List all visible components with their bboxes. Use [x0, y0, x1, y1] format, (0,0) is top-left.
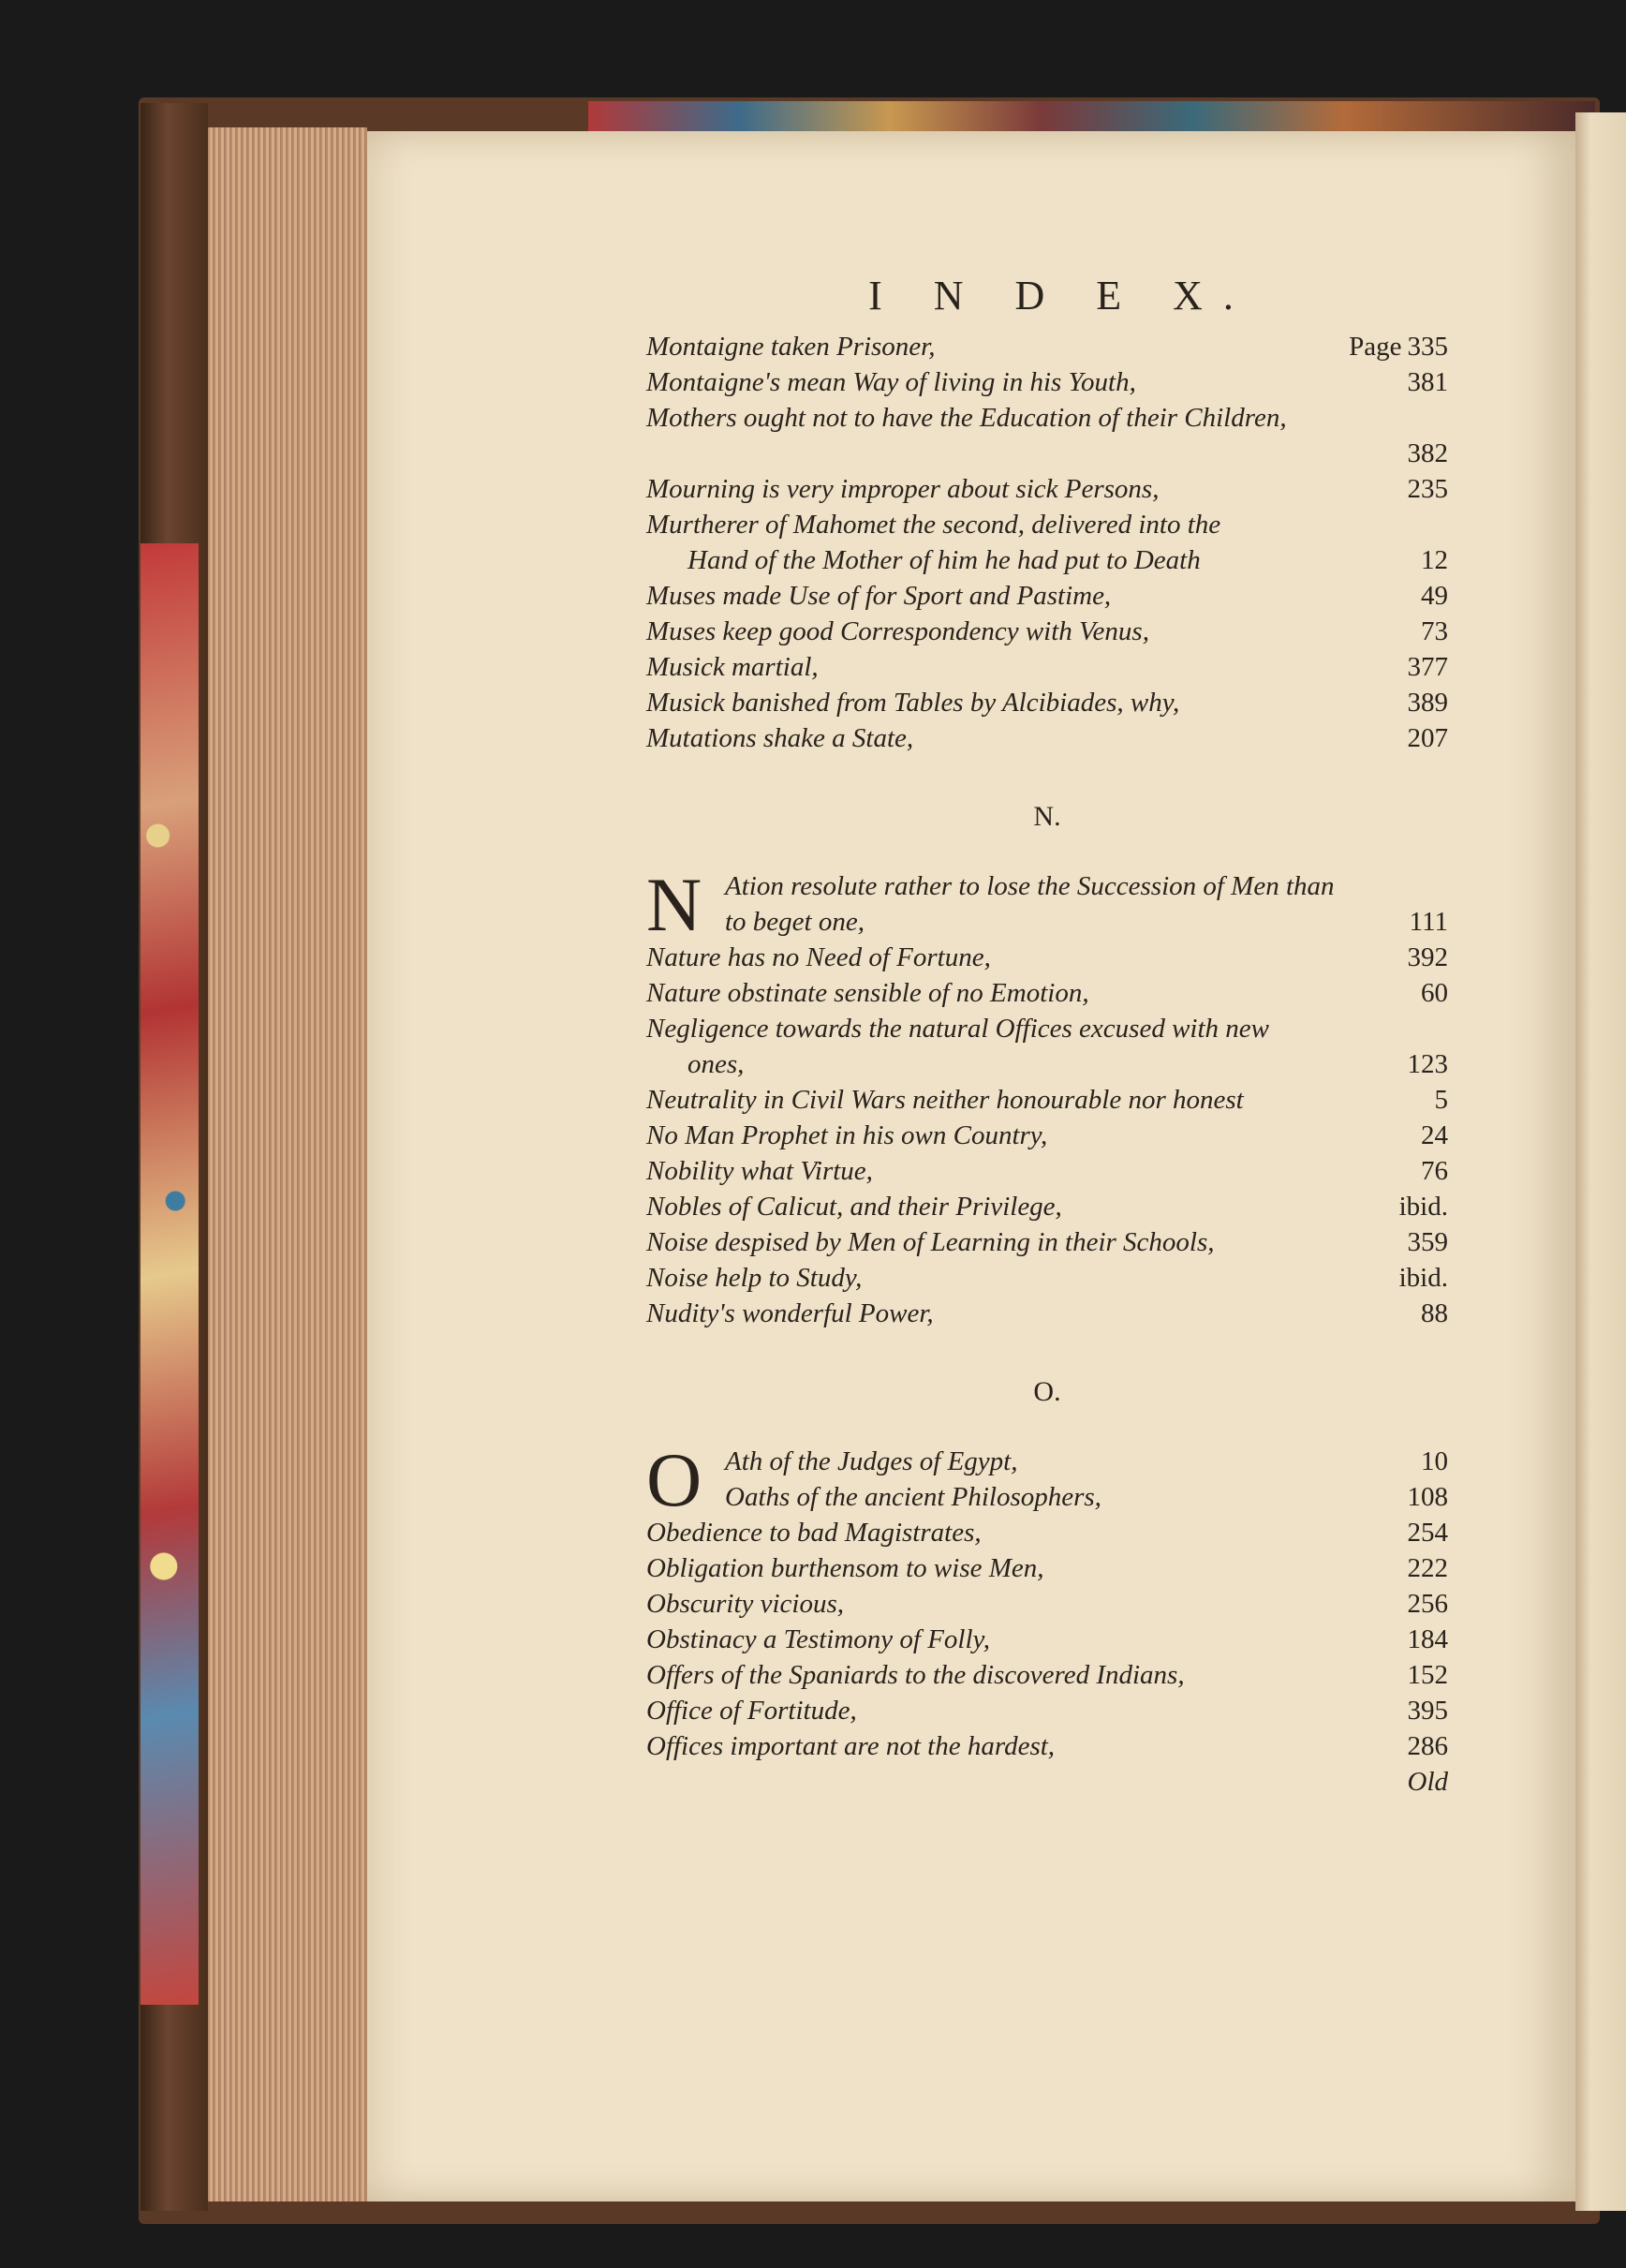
index-text-block [646, 272, 1448, 1800]
index-entry [646, 1444, 1448, 1479]
facing-page-edge [1575, 112, 1626, 2211]
section-o-entries [646, 1437, 1448, 1764]
index-entry [646, 507, 1448, 542]
index-entry [646, 578, 1448, 614]
page-number: 256 [1407, 1589, 1448, 1619]
page-number: 73 [1421, 616, 1448, 646]
entry-text: No Man Prophet in his own Country, [646, 1120, 1048, 1150]
entry-text: Nobles of Calicut, and their Privilege, [646, 1192, 1062, 1222]
section-heading-o: O. [1033, 1376, 1061, 1407]
entry-text: Nature has no Need of Fortune, [646, 942, 991, 972]
page-number: 392 [1407, 942, 1448, 972]
page-number: ibid. [1398, 1263, 1448, 1293]
index-entry [646, 1224, 1448, 1260]
page-number: 286 [1407, 1731, 1448, 1761]
entry-text: Offices important are not the hardest, [646, 1731, 1056, 1761]
page-number: 108 [1407, 1482, 1448, 1512]
entry-text: Mutations shake a State, [646, 723, 914, 753]
index-entry [646, 1622, 1448, 1657]
entry-text: Oaths of the ancient Philosophers, [725, 1482, 1101, 1512]
page-number: ibid. [1398, 1192, 1448, 1222]
index-entry [646, 1011, 1448, 1046]
index-entry [646, 1082, 1448, 1118]
page-number: 359 [1407, 1227, 1448, 1257]
entry-text: to beget one, [725, 907, 865, 937]
entry-text: Hand of the Mother of him he had put to Death [687, 545, 1201, 575]
page-number: 389 [1407, 688, 1448, 718]
index-entry [646, 868, 1448, 904]
index-entry [646, 1153, 1448, 1189]
drop-cap-n: N [646, 862, 702, 947]
entry-text: Murtherer of Mahomet the second, delivered into the [646, 510, 1221, 540]
index-entry [646, 1260, 1448, 1296]
entry-text: Neutrality in Civil Wars neither honourable nor honest [646, 1085, 1244, 1115]
index-entry [646, 364, 1448, 400]
page-number: 207 [1407, 723, 1448, 753]
page-number: 12 [1421, 545, 1448, 575]
index-entry [646, 720, 1448, 756]
entry-text: Noise despised by Men of Learning in their Schools, [646, 1227, 1215, 1257]
page-number: 88 [1421, 1298, 1448, 1328]
index-entry-continuation [646, 542, 1448, 578]
page-number: 10 [1421, 1446, 1448, 1476]
page-number: 335 [1407, 332, 1448, 362]
page-number: 184 [1407, 1624, 1448, 1654]
entry-text: Muses keep good Correspondency with Venus, [646, 616, 1149, 646]
index-entry [646, 1586, 1448, 1622]
marbled-endpaper [140, 543, 199, 2005]
page-number: 5 [1434, 1085, 1448, 1115]
index-entry [646, 649, 1448, 685]
entry-text: Montaigne taken Prisoner, [646, 332, 936, 362]
page-number: 123 [1407, 1049, 1448, 1079]
entry-text: Muses made Use of for Sport and Pastime, [646, 581, 1112, 611]
page-number: 382 [1407, 438, 1448, 468]
page-edges [208, 127, 367, 2201]
entry-text: Mourning is very improper about sick Persons, [646, 474, 1160, 504]
entry-text: Nudity's wonderful Power, [646, 1298, 934, 1328]
index-entry [646, 329, 1448, 364]
index-entry [646, 400, 1448, 436]
entry-text: Ath of the Judges of Egypt, [725, 1446, 1018, 1476]
entry-text: Obedience to bad Magistrates, [646, 1518, 982, 1548]
index-entry-continuation [646, 904, 1448, 940]
index-entry [646, 471, 1448, 507]
entry-text: Office of Fortitude, [646, 1696, 857, 1726]
entry-text: Musick martial, [646, 652, 819, 682]
index-entry [646, 1515, 1448, 1550]
section-heading-n: N. [1033, 801, 1061, 832]
page-number: 152 [1407, 1660, 1448, 1690]
entry-text: Obstinacy a Testimony of Folly, [646, 1624, 991, 1654]
index-entry [646, 1189, 1448, 1224]
page-number: 24 [1421, 1120, 1448, 1150]
index-entry [646, 1296, 1448, 1331]
entry-text: Ation resolute rather to lose the Succession of Men than [725, 871, 1335, 901]
index-entry [646, 1479, 1448, 1515]
entry-text: Nobility what Virtue, [646, 1156, 873, 1186]
page-number: 377 [1407, 652, 1448, 682]
page-number: 111 [1409, 907, 1448, 937]
index-entry [646, 614, 1448, 649]
page-label: Page [1349, 332, 1402, 362]
entry-text: Musick banished from Tables by Alcibiades, why, [646, 688, 1180, 718]
drop-cap-o: O [646, 1437, 702, 1522]
index-entry [646, 1728, 1448, 1764]
page-number: 381 [1407, 367, 1448, 397]
index-entry-continuation [646, 1046, 1448, 1082]
entry-page [1341, 329, 1448, 364]
entry-text: Offers of the Spaniards to the discovered Indians, [646, 1660, 1185, 1690]
index-entry [646, 940, 1448, 975]
page-number: 395 [1407, 1696, 1448, 1726]
entry-text: Nature obstinate sensible of no Emotion, [646, 978, 1089, 1008]
index-entry [646, 1693, 1448, 1728]
page-number: 60 [1421, 978, 1448, 1008]
page-number: 49 [1421, 581, 1448, 611]
entry-text: Montaigne's mean Way of living in his Youth, [646, 367, 1136, 397]
entry-text: Obscurity vicious, [646, 1589, 845, 1619]
entry-text: Noise help to Study, [646, 1263, 863, 1293]
page-number: 76 [1421, 1156, 1448, 1186]
index-entry [646, 1550, 1448, 1586]
index-entry [646, 1657, 1448, 1693]
index-entry [646, 975, 1448, 1011]
page-number: 222 [1407, 1553, 1448, 1583]
section-n-entries [646, 862, 1448, 1331]
entry-text: ones, [687, 1049, 745, 1079]
entry-text: Obligation burthensom to wise Men, [646, 1553, 1044, 1583]
entry-text: Negligence towards the natural Offices excused with new [646, 1014, 1270, 1044]
page-title: I N D E X. [868, 273, 1254, 319]
index-entry [646, 685, 1448, 720]
page-number: 254 [1407, 1518, 1448, 1548]
index-entry-continuation [646, 436, 1448, 471]
page-number: 235 [1407, 474, 1448, 504]
index-entry [646, 1118, 1448, 1153]
catchword: Old [1407, 1767, 1448, 1797]
entry-text: Mothers ought not to have the Education of their Children, [646, 403, 1287, 433]
